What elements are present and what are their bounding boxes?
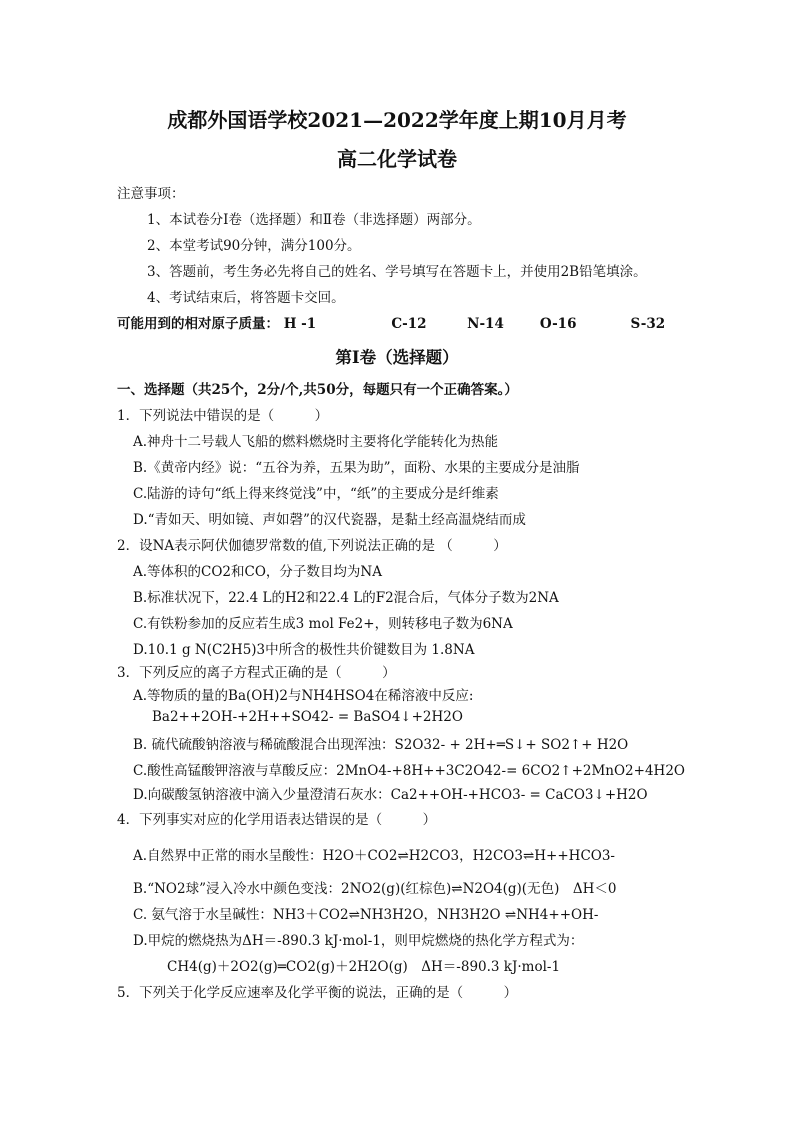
part1-title: 第Ⅰ卷（选择题）: [335, 348, 459, 367]
notes-heading: 注意事项：: [117, 186, 185, 202]
q5-stem: 5．下列关于化学反应速率及化学平衡的说法，正确的是（ ）: [117, 985, 518, 1001]
q2-option-a: A.等体积的CO2和CO，分子数目均为NA: [133, 564, 382, 580]
q3-option-a: A.等物质的量的Ba(OH)2与NH4HSO4在稀溶液中反应:: [133, 688, 474, 704]
q3-option-b: B. 硫代硫酸钠溶液与稀硫酸混合出现浑浊：S2O32- + 2H+═S↓+ SO2↑+ H2O: [133, 737, 629, 753]
q4-stem: 4．下列事实对应的化学用语表达错误的是（ ）: [117, 812, 437, 828]
q2-option-d: D.10.1 g N(C2H5)3中所含的极性共价键数目为 1.8NA: [133, 642, 475, 658]
q1-option-a: A.神舟十二号载人飞船的燃料燃烧时主要将化学能转化为热能: [133, 434, 499, 450]
q3-stem: 3．下列反应的离子方程式正确的是（ ）: [117, 665, 396, 681]
atomic-mass-n: N-14: [467, 316, 504, 332]
q1-stem: 1．下列说法中错误的是（ ）: [117, 408, 329, 424]
atomic-mass-o: O-16: [539, 316, 577, 332]
q1-option-d: D.“青如天、明如镜、声如磬”的汉代瓷器，是黏土经高温烧结而成: [133, 512, 526, 528]
q4-option-c: C. 氨气溶于水呈碱性：NH3＋CO2⇌NH3H2O，NH3H2O ⇌NH4++OH-: [133, 907, 599, 923]
note-item-4: 4、考试结束后，将答题卡交回。: [147, 290, 345, 306]
part1-instruction: 一、选择题（共25个，2分/个,共50分，每题只有一个正确答案。）: [117, 382, 518, 398]
q2-option-c: C.有铁粉参加的反应若生成3 mol Fe2+，则转移电子数为6NA: [133, 616, 513, 632]
atomic-masses-label: 可能用到的相对原子质量：: [117, 316, 279, 332]
q2-option-b: B.标准状况下，22.4 L的H2和22.4 L的F2混合后，气体分子数为2NA: [133, 590, 559, 606]
atomic-masses: [117, 315, 665, 333]
q1-option-c: C.陆游的诗句“纸上得来终觉浅”中，“纸”的主要成分是纤维素: [133, 486, 499, 502]
note-item-2: 2、本堂考试90分钟，满分100分。: [147, 238, 361, 254]
q1-option-b: B.《黄帝内经》说：“五谷为养，五果为助”，面粉、水果的主要成分是油脂: [133, 460, 580, 476]
q2-stem: 2．设NA表示阿伏伽德罗常数的值,下列说法正确的是 （ ）: [117, 538, 507, 554]
exam-title: 成都外国语学校2021—2022学年度上期10月月考: [167, 108, 627, 132]
note-item-3: 3、答题前，考生务必先将自己的姓名、学号填写在答题卡上，并使用2B铅笔填涂。: [147, 264, 647, 280]
q4-option-b: B.“NO2球”浸入冷水中颜色变浅：2NO2(g)(红棕色)⇌N2O4(g)(无色) ΔH＜0: [133, 881, 617, 897]
note-item-1: 1、本试卷分Ⅰ卷（选择题）和Ⅱ卷（非选择题）两部分。: [147, 212, 481, 228]
atomic-mass-h: H -1: [283, 316, 317, 332]
q3-option-c: C.酸性高锰酸钾溶液与草酸反应：2MnO4-+8H++3C2O42-= 6CO2↑+2MnO2+4H2O: [133, 763, 685, 779]
q4-option-a: A.自然界中正常的雨水呈酸性：H2O＋CO2⇌H2CO3，H2CO3⇌H++HCO3-: [133, 848, 615, 864]
q3-option-d: D.向碳酸氢钠溶液中滴入少量澄清石灰水：Ca2++OH-+HCO3- = CaCO3↓+H2O: [133, 787, 648, 803]
atomic-mass-s: S-32: [630, 316, 666, 332]
q3-option-a-equation: Ba2++2OH-+2H++SO42- = BaSO4↓+2H2O: [152, 709, 463, 725]
q4-option-d: D.甲烷的燃烧热为ΔH＝-890.3 kJ·mol-1，则甲烷燃烧的热化学方程式为：: [133, 933, 584, 949]
q4-option-d-equation: CH4(g)＋2O2(g)═CO2(g)＋2H2O(g) ΔH＝-890.3 kJ·mol-1: [167, 959, 561, 975]
atomic-mass-c: C-12: [391, 316, 427, 332]
exam-subtitle: 高二化学试卷: [337, 147, 457, 171]
